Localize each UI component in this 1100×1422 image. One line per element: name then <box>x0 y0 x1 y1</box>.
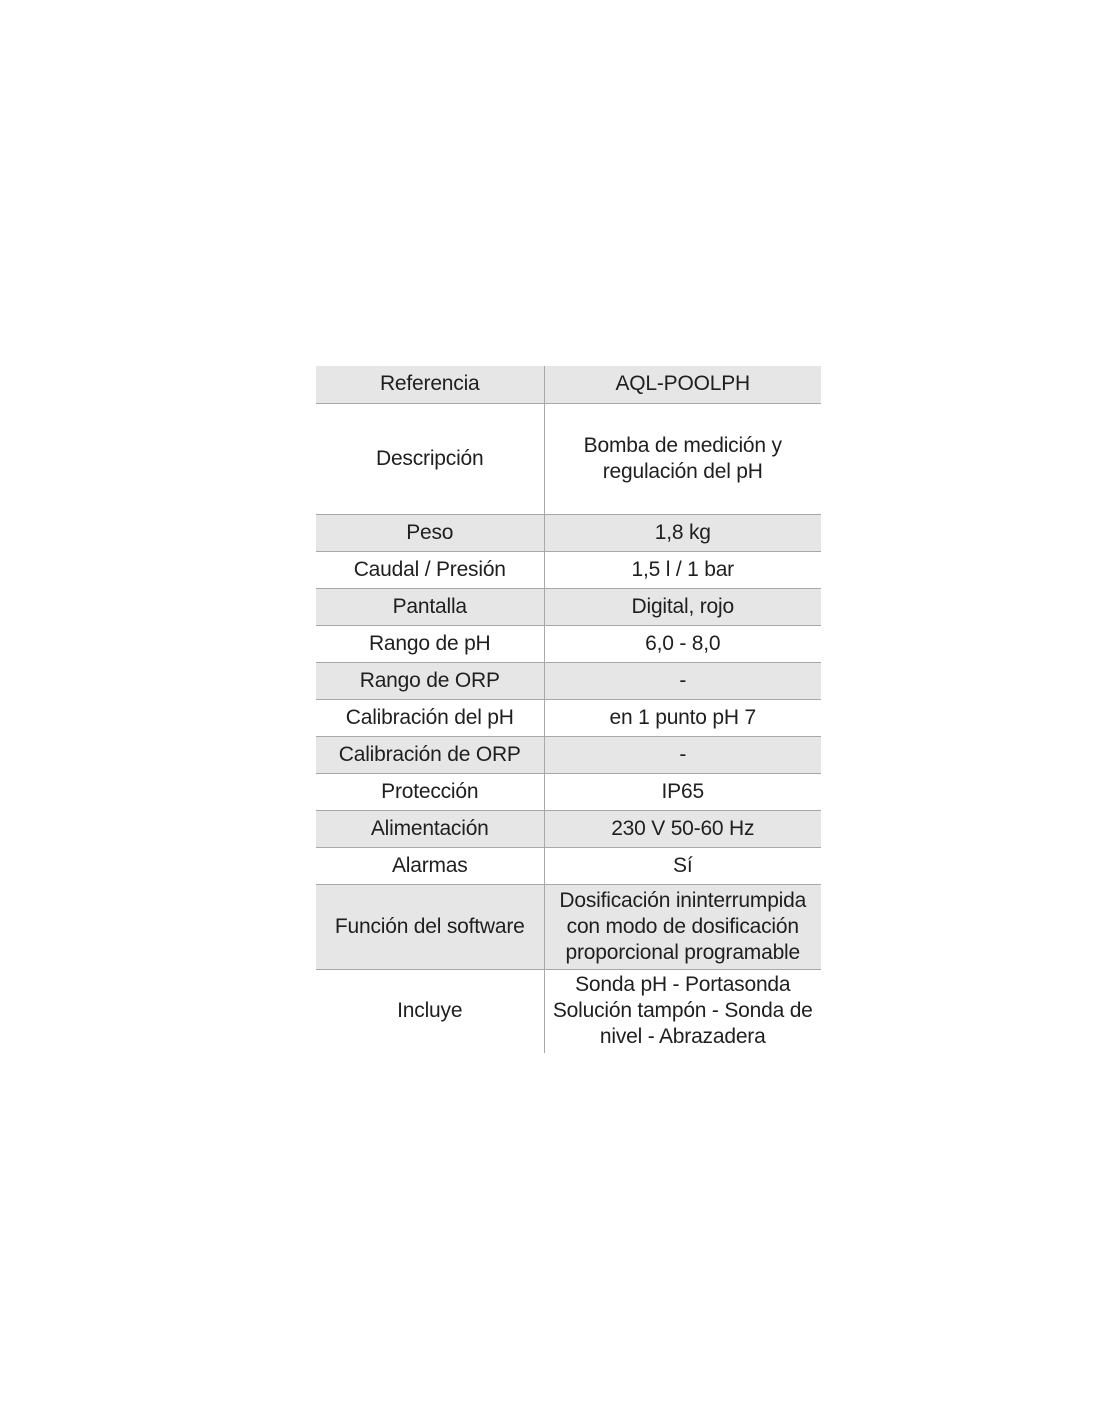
spec-label: Función del software <box>316 884 544 969</box>
spec-value <box>544 773 821 810</box>
spec-label: Calibración del pH <box>316 699 544 736</box>
spec-value <box>544 514 821 551</box>
spec-value-line: nivel - Abrazadera <box>599 1025 766 1049</box>
spec-value <box>544 551 821 588</box>
spec-value <box>544 366 821 403</box>
spec-label: Pantalla <box>316 588 544 625</box>
spec-value-line: proporcional programable <box>565 940 800 964</box>
spec-value-line: Dosificación ininterrumpida <box>559 888 807 912</box>
spec-value <box>544 736 821 773</box>
spec-value-line: regulación del pH <box>602 459 763 483</box>
spec-row-descripcion <box>316 403 821 514</box>
spec-row-proteccion <box>316 773 821 810</box>
spec-value-line: Solución tampón - Sonda de <box>552 999 813 1023</box>
spec-value-line: IP65 <box>661 779 704 803</box>
spec-label: Rango de ORP <box>316 662 544 699</box>
spec-value-line: Bomba de medición y <box>583 433 782 457</box>
spec-row-referencia <box>316 366 821 403</box>
spec-table <box>316 366 821 1053</box>
spec-label: Caudal / Presión <box>316 551 544 588</box>
spec-row-funcion-software <box>316 884 821 969</box>
spec-value-line: - <box>679 668 687 692</box>
spec-value-line: Sí <box>673 853 693 877</box>
spec-value-line: 1,5 l / 1 bar <box>631 557 734 581</box>
spec-row-rango-orp <box>316 662 821 699</box>
spec-label: Calibración de ORP <box>316 736 544 773</box>
spec-row-peso <box>316 514 821 551</box>
spec-row-alimentacion <box>316 810 821 847</box>
spec-value-line: Sonda pH - Portasonda <box>575 973 791 997</box>
spec-label: Descripción <box>316 403 544 514</box>
spec-value-line: 230 V 50-60 Hz <box>611 816 755 840</box>
spec-value-line: Digital, rojo <box>631 594 734 618</box>
spec-value <box>544 810 821 847</box>
spec-label: Alimentación <box>316 810 544 847</box>
spec-value <box>544 662 821 699</box>
spec-value-line: 6,0 - 8,0 <box>645 631 721 655</box>
spec-value <box>544 403 821 514</box>
spec-value <box>544 969 821 1053</box>
spec-label: Alarmas <box>316 847 544 884</box>
spec-value <box>544 847 821 884</box>
spec-row-alarmas <box>316 847 821 884</box>
spec-label: Protección <box>316 773 544 810</box>
spec-label: Referencia <box>316 366 544 403</box>
spec-value <box>544 699 821 736</box>
spec-row-caudal-presion <box>316 551 821 588</box>
spec-value <box>544 625 821 662</box>
spec-value-line: en 1 punto pH 7 <box>609 705 756 729</box>
spec-value <box>544 588 821 625</box>
spec-label: Peso <box>316 514 544 551</box>
spec-value-line: AQL-POOLPH <box>615 372 751 396</box>
spec-row-incluye <box>316 969 821 1053</box>
spec-value-line: 1,8 kg <box>654 520 711 544</box>
spec-value-line: con modo de dosificación <box>566 914 799 938</box>
spec-label: Incluye <box>316 969 544 1053</box>
spec-value <box>544 884 821 969</box>
spec-row-rango-ph <box>316 625 821 662</box>
spec-value-line: - <box>679 742 687 766</box>
spec-label: Rango de pH <box>316 625 544 662</box>
spec-row-calibracion-ph <box>316 699 821 736</box>
spec-row-calibracion-orp <box>316 736 821 773</box>
spec-row-pantalla <box>316 588 821 625</box>
